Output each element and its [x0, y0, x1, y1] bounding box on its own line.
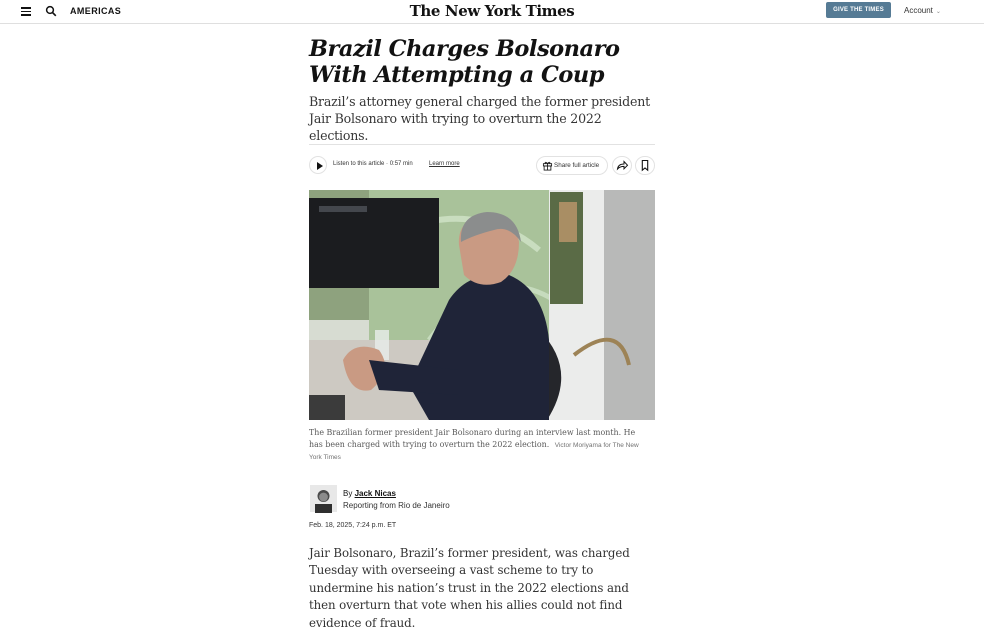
give-the-times-button[interactable]: GIVE THE TIMES: [826, 2, 891, 18]
photo-caption: [309, 427, 649, 464]
play-audio-button[interactable]: [309, 156, 327, 174]
share-full-article-button[interactable]: [536, 156, 608, 175]
section-link-americas[interactable]: AMERICAS: [70, 6, 122, 16]
share-full-label: Share full article: [554, 162, 600, 169]
save-button[interactable]: [635, 156, 655, 175]
publish-date: Feb. 18, 2025, 7:24 p.m. ET: [309, 522, 397, 529]
account-menu[interactable]: [904, 6, 941, 15]
account-label: Account: [904, 6, 933, 15]
summary: Brazil’s attorney general charged the former president Jair Bolsonaro with trying to overturn the 2022 elections.: [309, 94, 650, 143]
learn-more-link[interactable]: Learn more: [429, 161, 460, 167]
divider: [309, 144, 655, 145]
top-bar: [0, 0, 984, 24]
share-button[interactable]: [612, 156, 632, 175]
headline-line-2: With Attempting a Coup: [309, 62, 604, 88]
author-avatar[interactable]: [310, 485, 337, 512]
headline-line-1: Brazil Charges Bolsonaro: [309, 36, 620, 62]
bookmark-icon: [636, 157, 654, 174]
listen-label: Listen to this article · 0:57 min: [333, 161, 413, 167]
gift-icon: [542, 160, 553, 171]
chevron-down-icon: ⌄: [935, 9, 941, 15]
play-icon: [317, 162, 323, 170]
author-link[interactable]: Jack Nicas: [354, 489, 396, 498]
caption-text: The Brazilian former president Jair Bolsonaro during an interview last month. He has been charged with trying to overturn the 2022 election.: [309, 428, 636, 449]
headline: [309, 36, 669, 88]
photo-credit: Victor Moriyama for The New York Times: [309, 441, 639, 462]
byline-prefix: By: [343, 489, 355, 498]
share-icon: [613, 157, 631, 174]
byline: [343, 489, 396, 498]
nyt-logo[interactable]: The New York Times: [409, 2, 575, 20]
article-body-paragraph: Jair Bolsonaro, Brazil’s former president, was charged Tuesday with overseeing a vast scheme to try to undermine his nation’s trust in the 2022 elections and then overturn that vote when his allies could not find evidence of fraud.: [309, 546, 630, 630]
article-photo: [309, 190, 655, 420]
reporting-location: Reporting from Rio de Janeiro: [343, 501, 450, 510]
